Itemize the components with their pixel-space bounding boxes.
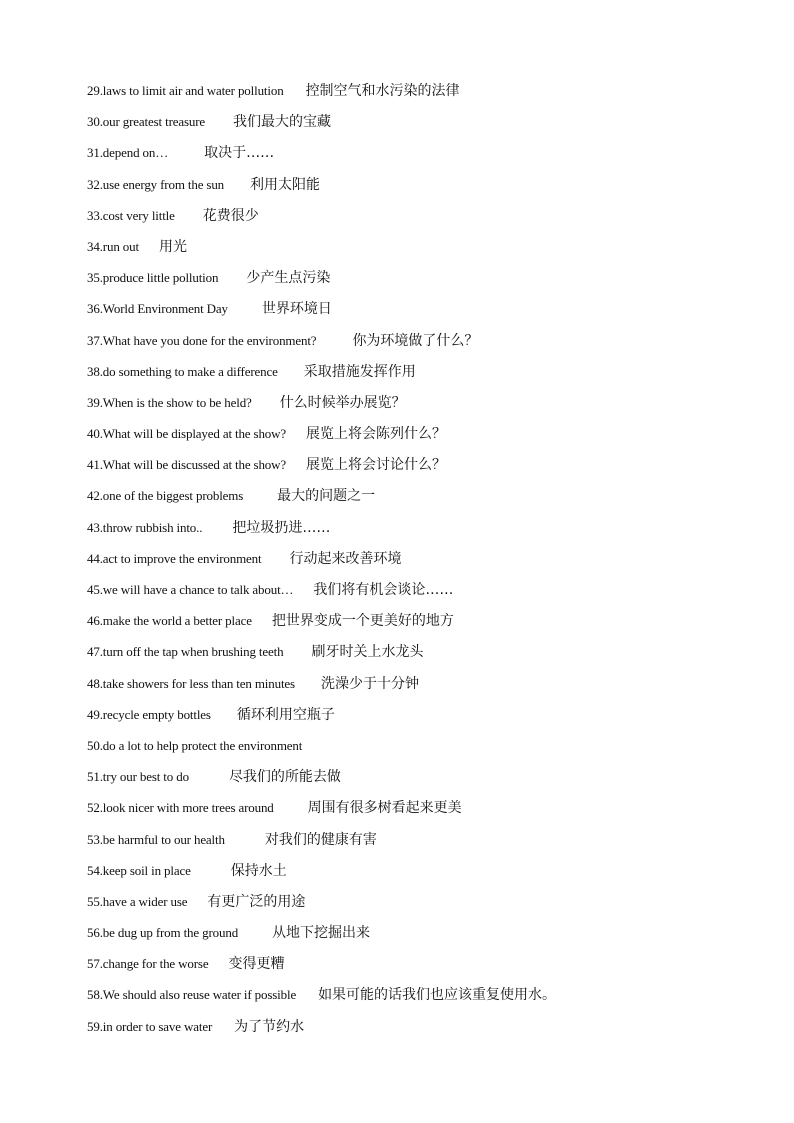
chinese-translation: 刷牙时关上水龙头 bbox=[311, 644, 424, 661]
list-item bbox=[87, 610, 767, 641]
chinese-translation: 什么时候举办展览？ bbox=[279, 394, 406, 411]
chinese-translation: 变得更糟 bbox=[228, 956, 285, 973]
list-item bbox=[87, 392, 767, 423]
chinese-translation: 尽我们的所能去做 bbox=[228, 769, 341, 786]
chinese-translation: 世界环境日 bbox=[261, 301, 332, 318]
english-phrase: 38.do something to make a difference bbox=[87, 363, 278, 379]
chinese-translation: 我们将有机会谈论…… bbox=[313, 582, 454, 598]
chinese-translation: 花费很少 bbox=[202, 207, 259, 224]
english-phrase: 51.try our best to do bbox=[87, 769, 189, 785]
english-phrase: 40.What will be displayed at the show? bbox=[87, 426, 286, 442]
english-phrase: 33.cost very little bbox=[87, 207, 175, 223]
english-phrase: 30.our greatest treasure bbox=[87, 114, 206, 130]
list-item bbox=[87, 548, 767, 579]
english-phrase: 54.keep soil in place bbox=[87, 862, 191, 878]
list-item bbox=[87, 111, 767, 142]
list-item bbox=[87, 579, 767, 610]
english-phrase: 44.act to improve the environment bbox=[87, 550, 262, 566]
list-item bbox=[87, 205, 767, 236]
chinese-translation: 洗澡少于十分钟 bbox=[320, 675, 419, 692]
list-item bbox=[87, 641, 767, 672]
phrase-list bbox=[87, 80, 767, 1047]
chinese-translation: 保持水土 bbox=[230, 862, 287, 879]
list-item bbox=[87, 174, 767, 205]
english-phrase: 39.When is the show to be held? bbox=[87, 394, 252, 410]
english-phrase: 45.we will have a chance to talk about… bbox=[87, 582, 294, 597]
chinese-translation: 把垃圾扔进…… bbox=[232, 519, 331, 536]
chinese-translation: 周围有很多树看起来更美 bbox=[307, 800, 462, 817]
english-phrase: 41.What will be discussed at the show? bbox=[87, 457, 287, 473]
chinese-translation: 少产生点污染 bbox=[246, 270, 331, 287]
english-phrase: 55.have a wider use bbox=[87, 893, 188, 909]
english-phrase: 53.be harmful to our health bbox=[87, 831, 225, 847]
chinese-translation: 展览上将会讨论什么？ bbox=[306, 457, 447, 474]
list-item bbox=[87, 330, 767, 361]
list-item bbox=[87, 673, 767, 704]
chinese-translation: 循环利用空瓶子 bbox=[236, 706, 335, 723]
english-phrase: 52.look nicer with more trees around bbox=[87, 800, 274, 816]
list-item bbox=[87, 267, 767, 298]
english-phrase: 48.take showers for less than ten minutes bbox=[87, 675, 295, 691]
chinese-translation: 利用太阳能 bbox=[250, 176, 321, 193]
english-phrase: 36.World Environment Day bbox=[87, 301, 228, 317]
english-phrase: 32.use energy from the sun bbox=[87, 176, 225, 192]
chinese-translation: 取决于…… bbox=[204, 145, 275, 162]
english-phrase: 50.do a lot to help protect the environment bbox=[87, 737, 303, 753]
list-item bbox=[87, 953, 767, 984]
list-item bbox=[87, 80, 767, 111]
chinese-translation: 有更广泛的用途 bbox=[207, 893, 306, 910]
chinese-translation: 最大的问题之一 bbox=[277, 488, 376, 505]
english-phrase: 49.recycle empty bottles bbox=[87, 706, 211, 722]
chinese-translation: 展览上将会陈列什么？ bbox=[306, 426, 446, 443]
english-phrase: 34.run out bbox=[87, 238, 139, 254]
chinese-translation: 把世界变成一个更美好的地方 bbox=[271, 613, 454, 630]
english-phrase: 29.laws to limit air and water pollution bbox=[87, 83, 284, 98]
chinese-translation: 你为环境做了什么？ bbox=[352, 332, 479, 349]
chinese-translation: 我们最大的宝藏 bbox=[233, 114, 332, 131]
english-phrase: 43.throw rubbish into.. bbox=[87, 519, 203, 535]
english-phrase: 35.produce little pollution bbox=[87, 270, 219, 286]
list-item bbox=[87, 1016, 767, 1047]
list-item bbox=[87, 423, 767, 454]
list-item bbox=[87, 236, 767, 267]
english-phrase: 46.make the world a better place bbox=[87, 613, 252, 629]
list-item bbox=[87, 984, 767, 1015]
list-item bbox=[87, 142, 767, 173]
list-item bbox=[87, 735, 767, 766]
list-item bbox=[87, 517, 767, 548]
list-item bbox=[87, 766, 767, 797]
english-phrase: 42.one of the biggest problems bbox=[87, 488, 244, 504]
list-item bbox=[87, 860, 767, 891]
english-phrase: 37.What have you done for the environment? bbox=[87, 332, 317, 348]
list-item bbox=[87, 829, 767, 860]
list-item bbox=[87, 891, 767, 922]
english-phrase: 47.turn off the tap when brushing teeth bbox=[87, 644, 284, 660]
english-phrase: 56.be dug up from the ground bbox=[87, 925, 239, 941]
list-item bbox=[87, 454, 767, 485]
list-item bbox=[87, 704, 767, 735]
chinese-translation: 采取措施发挥作用 bbox=[303, 363, 416, 380]
list-item bbox=[87, 298, 767, 329]
chinese-translation: 用光 bbox=[158, 238, 187, 255]
english-phrase: 31.depend on… bbox=[87, 145, 169, 161]
chinese-translation: 对我们的健康有害 bbox=[264, 831, 377, 848]
chinese-translation: 控制空气和水污染的法律 bbox=[305, 83, 460, 99]
list-item bbox=[87, 361, 767, 392]
chinese-translation: 从地下挖掘出来 bbox=[272, 925, 371, 942]
list-item bbox=[87, 485, 767, 516]
chinese-translation: 为了节约水 bbox=[234, 1018, 305, 1035]
chinese-translation: 行动起来改善环境 bbox=[289, 550, 402, 567]
list-item bbox=[87, 797, 767, 828]
english-phrase: 59.in order to save water bbox=[87, 1018, 213, 1034]
english-phrase: 57.change for the worse bbox=[87, 956, 209, 972]
chinese-translation: 如果可能的话我们也应该重复使用水。 bbox=[318, 987, 557, 1004]
list-item bbox=[87, 922, 767, 953]
english-phrase: 58.We should also reuse water if possible bbox=[87, 987, 297, 1003]
